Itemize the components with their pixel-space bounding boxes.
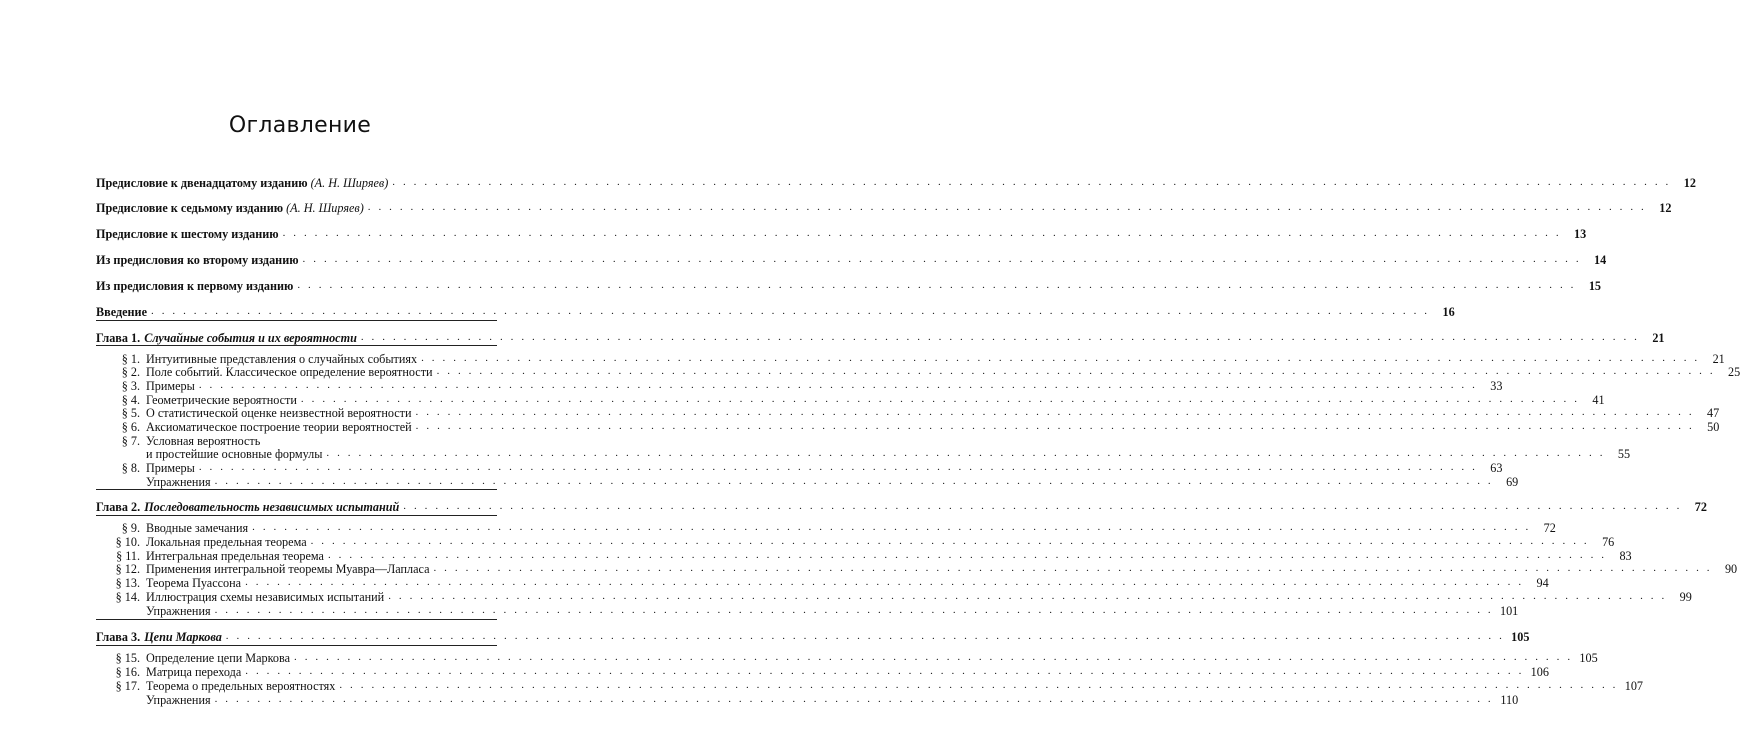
toc-section-number: § 11.: [116, 549, 140, 563]
toc-section-title: Применения интегральной теоремы Муавра—Лапласа: [146, 562, 430, 576]
toc-page-number: 107: [1624, 679, 1644, 693]
toc-leader-dots: . . . . . . . . . . . . . . . . . . . . . . . . . . . . . . . . . . . . . . . . . . . . . . . . . . . . . . . . . . . . . . . . . . . . . . . . . . . . . . . . . . . . . . . . . . . . . . . . . . . . . . . . . . . . . . . . . . . . . . . .: [214, 475, 1494, 487]
toc-entry-title: Введение: [96, 305, 147, 319]
toc-leader-dots: . . . . . . . . . . . . . . . . . . . . . . . . . . . . . . . . . . . . . . . . . . . . . . . . . . . . . . . . . . . . . . . . . . . . . . . . . . . . . . . . . . . . . . . . . . . . . . . . . . . . . . . . . . . . . . . . . . . . . . . .: [415, 406, 1695, 418]
toc-leader-dots: . . . . . . . . . . . . . . . . . . . . . . . . . . . . . . . . . . . . . . . . . . . . . . . . . . . . . . . . . . . . . . . . . . . . . . . . . . . . . . . . . . . . . . . . . . . . . . . . . . . . . . . . . . . . . . . . . . . . . . . .: [310, 535, 1590, 547]
toc-entry-author: (А. Н. Ширяев): [286, 201, 364, 215]
toc-leader-dots: . . . . . . . . . . . . . . . . . . . . . . . . . . . . . . . . . . . . . . . . . . . . . . . . . . . . . . . . . . . . . . . . . . . . . . . . . . . . . . . . . . . . . . . . . . . . . . . . . . . . . . . . . . . . . . . . . . . . . . . .: [245, 576, 1524, 588]
toc-page-number: 105: [1579, 651, 1598, 665]
toc-section-title: Локальная предельная теорема: [146, 535, 307, 549]
toc-leader-dots: . . . . . . . . . . . . . . . . . . . . . . . . . . . . . . . . . . . . . . . . . . . . . . . . . . . . . . . . . . . . . . . . . . . . . . . . . . . . . . . . . . . . . . . . . . . . . . . . . . . . . . . . . . . . . . . . . . . . . . . .: [421, 352, 1700, 364]
toc-section-number: § 3.: [121, 379, 140, 393]
toc-section-title: Теорема о предельных вероятностях: [146, 679, 336, 693]
toc-page-number: 12: [1683, 176, 1696, 190]
toc-chapter-label: Глава 3.: [96, 630, 141, 644]
toc-page-number: 63: [1490, 461, 1503, 475]
toc-leader-dots: . . . . . . . . . . . . . . . . . . . . . . . . . . . . . . . . . . . . . . . . . . . . . . . . . . . . . . . . . . . . . . . . . . . . . . . . . . . . . . . . . . . . . . . . . . . . . . . . . . . . . . . . . . . . . . . . . . . . . . . .: [198, 379, 1478, 391]
toc-section-number: § 8.: [121, 461, 140, 475]
section-divider: [96, 345, 497, 346]
toc-page-number: 101: [1499, 604, 1519, 618]
toc-section-number: § 5.: [121, 406, 140, 420]
toc-leader-dots: . . . . . . . . . . . . . . . . . . . . . . . . . . . . . . . . . . . . . . . . . . . . . . . . . . . . . . . . . . . . . . . . . . . . . . . . . . . . . . . . . . . . . . . . . . . . . . . . . . . . . . . . . . . . . . . . . . . . . . . .: [367, 201, 1647, 213]
page-title: Оглавление: [228, 113, 372, 138]
toc-chapter-label: Глава 2.: [96, 500, 141, 514]
toc-page-number: 83: [1619, 549, 1632, 563]
toc-page-number: 50: [1707, 420, 1720, 434]
toc-section-title: Условная вероятность: [146, 434, 261, 448]
toc-leader-dots: . . . . . . . . . . . . . . . . . . . . . . . . . . . . . . . . . . . . . . . . . . . . . . . . . . . . . . . . . . . . . . . . . . . . . . . . . . . . . . . . . . . . . . . . . . . . . . . . . . . . . . . . . . . . . . . . . . . . . . . .: [198, 461, 1478, 473]
section-divider: [96, 489, 497, 490]
toc-page-number: 41: [1592, 393, 1605, 407]
toc-entry-title: Из предисловия ко второму изданию: [96, 253, 299, 267]
toc-front-entry[interactable]: [96, 277, 1601, 293]
toc-page-number: 21: [1652, 331, 1665, 345]
toc-leader-dots: . . . . . . . . . . . . . . . . . . . . . . . . . . . . . . . . . . . . . . . . . . . . . . . . . . . . . . . . . . . . . . . . . . . . . . . . . . . . . . . . . . . . . . . . . . . . . . . . . . . . . . . . . . . . . . . . . . . . . . . .: [300, 393, 1580, 405]
toc-section-number: § 12.: [115, 562, 140, 576]
toc-chapter-title: Цепи Маркова: [144, 630, 222, 644]
toc-page-number: 55: [1617, 447, 1631, 461]
toc-section-entry[interactable]: [96, 473, 1519, 489]
toc-section-title: Теорема Пуассона: [146, 576, 242, 590]
toc-section-number: § 14.: [115, 590, 140, 604]
toc-section-number: § 2.: [121, 365, 140, 379]
toc-section-number: § 6.: [121, 420, 140, 434]
toc-page-number: 90: [1724, 562, 1738, 576]
toc-section-number: § 9.: [121, 521, 140, 535]
toc-leader-dots: . . . . . . . . . . . . . . . . . . . . . . . . . . . . . . . . . . . . . . . . . . . . . . . . . . . . . . . . . . . . . . . . . . . . . . . . . . . . . . . . . . . . . . . . . . . . . . . . . . . . . . . . . . . . . . . . . . . . . . . .: [252, 521, 1531, 533]
toc-chapter-title: Последовательность независимых испытаний: [144, 500, 400, 514]
toc-section-title: Иллюстрация схемы независимых испытаний: [146, 590, 385, 604]
toc-leader-dots: . . . . . . . . . . . . . . . . . . . . . . . . . . . . . . . . . . . . . . . . . . . . . . . . . . . . . . . . . . . . . . . . . . . . . . . . . . . . . . . . . . . . . . . . . . . . . . . . . . . . . . . . . . . . . . . . . . . . . . . .: [282, 227, 1562, 239]
toc-leader-dots: . . . . . . . . . . . . . . . . . . . . . . . . . . . . . . . . . . . . . . . . . . . . . . . . . . . . . . . . . . . . . . . . . . . . . . . . . . . . . . . . . . . . . . . . . . . . . . . . . . . . . . . . . . . . . . . . . . . . . . . .: [214, 604, 1494, 616]
toc-section-title: Определение цепи Маркова: [146, 651, 291, 665]
toc-page-number: 110: [1500, 693, 1519, 707]
toc-section-number: § 15.: [115, 651, 140, 665]
toc-page-number: 72: [1543, 521, 1556, 535]
toc-section-number: § 13.: [115, 576, 140, 590]
toc-front-entry[interactable]: [96, 225, 1587, 241]
toc-leader-dots: . . . . . . . . . . . . . . . . . . . . . . . . . . . . . . . . . . . . . . . . . . . . . . . . . . . . . . . . . . . . . . . . . . . . . . . . . . . . . . . . . . . . . . . . . . . . . . . . . . . . . . . . . . . . . . . . . . . . . . . .: [326, 447, 1606, 459]
toc-leader-dots: . . . . . . . . . . . . . . . . . . . . . . . . . . . . . . . . . . . . . . . . . . . . . . . . . . . . . . . . . . . . . . . . . . . . . . . . . . . . . . . . . . . . . . . . . . . . . . . . . . . . . . . . . . . . . . . . . . . . . . . .: [415, 420, 1695, 432]
toc-entry-author-wrap: [308, 176, 389, 190]
toc-leader-dots: . . . . . . . . . . . . . . . . . . . . . . . . . . . . . . . . . . . . . . . . . . . . . . . . . . . . . . . . . . . . . . . . . . . . . . . . . . . . . . . . . . . . . . . . . . . . . . . . . . . . . . . . . . . . . . . . . . . . . . . .: [225, 630, 1505, 642]
toc-entry-title: Предисловие к шестому изданию: [96, 227, 279, 241]
toc-page-number: 72: [1694, 500, 1707, 514]
toc-front-entry[interactable]: [96, 251, 1607, 267]
toc-section-title: Упражнения: [146, 693, 211, 707]
toc-page-number: 106: [1530, 665, 1549, 679]
toc-section-title: Интегральная предельная теорема: [146, 549, 324, 563]
toc-chapter-title: Случайные события и их вероятности: [144, 331, 357, 345]
section-divider: [96, 619, 497, 620]
section-divider: [96, 320, 497, 321]
toc-page-number: 13: [1574, 227, 1587, 241]
toc-section-title: Упражнения: [146, 475, 211, 489]
section-divider: [96, 515, 497, 516]
toc-page-number: 76: [1602, 535, 1615, 549]
toc-section-number: § 16.: [115, 665, 140, 679]
toc-page-number: 105: [1511, 630, 1530, 644]
toc-leader-dots: . . . . . . . . . . . . . . . . . . . . . . . . . . . . . . . . . . . . . . . . . . . . . . . . . . . . . . . . . . . . . . . . . . . . . . . . . . . . . . . . . . . . . . . . . . . . . . . . . . . . . . . . . . . . . . . . . . . . . . . .: [297, 279, 1576, 291]
toc-section-number: § 1.: [121, 352, 140, 366]
toc-section-title: Примеры: [146, 379, 195, 393]
toc-section-title: и простейшие основные формулы: [146, 447, 323, 461]
toc-page-number: 99: [1679, 590, 1692, 604]
toc-leader-dots: . . . . . . . . . . . . . . . . . . . . . . . . . . . . . . . . . . . . . . . . . . . . . . . . . . . . . . . . . . . . . . . . . . . . . . . . . . . . . . . . . . . . . . . . . . . . . . . . . . . . . . . . . . . . . . . . . . . . . . . .: [392, 176, 1671, 188]
toc-page-number: 25: [1728, 365, 1740, 379]
toc-page-number: 47: [1706, 406, 1720, 420]
toc-section-title: О статистической оценке неизвестной вероятности: [146, 406, 412, 420]
toc-page-number: 15: [1588, 279, 1601, 293]
toc-entry-title: Предисловие к двенадцатому изданию: [96, 176, 308, 190]
toc-leader-dots: . . . . . . . . . . . . . . . . . . . . . . . . . . . . . . . . . . . . . . . . . . . . . . . . . . . . . . . . . . . . . . . . . . . . . . . . . . . . . . . . . . . . . . . . . . . . . . . . . . . . . . . . . . . . . . . . . . . . . . . .: [214, 693, 1494, 705]
toc-chapter-entry[interactable]: [96, 498, 1707, 514]
toc-front-entry[interactable]: [96, 199, 1672, 215]
toc-leader-dots: . . . . . . . . . . . . . . . . . . . . . . . . . . . . . . . . . . . . . . . . . . . . . . . . . . . . . . . . . . . . . . . . . . . . . . . . . . . . . . . . . . . . . . . . . . . . . . . . . . . . . . . . . . . . . . . . . . . . . . . .: [436, 365, 1716, 377]
section-divider: [96, 645, 497, 646]
toc-front-entry[interactable]: [96, 174, 1696, 190]
toc-section-title: Матрица перехода: [146, 665, 242, 679]
toc-chapter-label: Глава 1.: [96, 331, 141, 345]
toc-leader-dots: . . . . . . . . . . . . . . . . . . . . . . . . . . . . . . . . . . . . . . . . . . . . . . . . . . . . . . . . . . . . . . . . . . . . . . . . . . . . . . . . . . . . . . . . . . . . . . . . . . . . . . . . . . . . . . . . . . . . . . . .: [245, 665, 1524, 677]
toc-page-number: 16: [1442, 305, 1455, 319]
toc-page-number: 14: [1594, 253, 1607, 267]
toc-chapter-entry[interactable]: [96, 628, 1530, 644]
toc-section-number: § 4.: [121, 393, 140, 407]
toc-front-entry[interactable]: [96, 303, 1455, 319]
toc-page-number: 94: [1536, 576, 1549, 590]
toc-section-title: Примеры: [146, 461, 195, 475]
toc-section-number: § 7.: [121, 434, 140, 448]
toc-page-number: 21: [1712, 352, 1725, 366]
toc-leader-dots: . . . . . . . . . . . . . . . . . . . . . . . . . . . . . . . . . . . . . . . . . . . . . . . . . . . . . . . . . . . . . . . . . . . . . . . . . . . . . . . . . . . . . . . . . . . . . . . . . . . . . . . . . . . . . . . . . . . . . . . .: [294, 651, 1573, 663]
toc-section-title: Интуитивные представления о случайных событиях: [146, 352, 418, 366]
toc-leader-dots: . . . . . . . . . . . . . . . . . . . . . . . . . . . . . . . . . . . . . . . . . . . . . . . . . . . . . . . . . . . . . . . . . . . . . . . . . . . . . . . . . . . . . . . . . . . . . . . . . . . . . . . . . . . . . . . . . . . . . . . .: [388, 590, 1667, 602]
toc-entry-author: (А. Н. Ширяев): [310, 176, 389, 190]
toc-page-number: 33: [1490, 379, 1503, 393]
toc-entry-author-wrap: [283, 201, 364, 215]
toc-page-number: 69: [1506, 475, 1519, 489]
toc-entry-title: Предисловие к седьмому изданию: [96, 201, 284, 215]
toc-section-title: Упражнения: [146, 604, 211, 618]
toc-section-entry[interactable]: [96, 691, 1519, 707]
toc-entry-title: Из предисловия к первому изданию: [96, 279, 294, 293]
toc-leader-dots: . . . . . . . . . . . . . . . . . . . . . . . . . . . . . . . . . . . . . . . . . . . . . . . . . . . . . . . . . . . . . . . . . . . . . . . . . . . . . . . . . . . . . . . . . . . . . . . . . . . . . . . . . . . . . . . . . . . . . . . .: [302, 253, 1582, 265]
toc-section-entry[interactable]: [96, 602, 1519, 618]
toc-leader-dots: . . . . . . . . . . . . . . . . . . . . . . . . . . . . . . . . . . . . . . . . . . . . . . . . . . . . . . . . . . . . . . . . . . . . . . . . . . . . . . . . . . . . . . . . . . . . . . . . . . . . . . . . . . . . . . . . . . . . . . . .: [327, 549, 1607, 561]
toc-page-number: 12: [1659, 201, 1672, 215]
toc-leader-dots: . . . . . . . . . . . . . . . . . . . . . . . . . . . . . . . . . . . . . . . . . . . . . . . . . . . . . . . . . . . . . . . . . . . . . . . . . . . . . . . . . . . . . . . . . . . . . . . . . . . . . . . . . . . . . . . . . . . . . . . .: [360, 331, 1640, 343]
toc-leader-dots: . . . . . . . . . . . . . . . . . . . . . . . . . . . . . . . . . . . . . . . . . . . . . . . . . . . . . . . . . . . . . . . . . . . . . . . . . . . . . . . . . . . . . . . . . . . . . . . . . . . . . . . . . . . . . . . . . . . . . . . .: [151, 305, 1430, 317]
toc-chapter-entry[interactable]: [96, 329, 1665, 345]
toc-section-title: Поле событий. Классическое определение вероятности: [146, 365, 433, 379]
toc-section-title: Вводные замечания: [146, 521, 249, 535]
toc-leader-dots: . . . . . . . . . . . . . . . . . . . . . . . . . . . . . . . . . . . . . . . . . . . . . . . . . . . . . . . . . . . . . . . . . . . . . . . . . . . . . . . . . . . . . . . . . . . . . . . . . . . . . . . . . . . . . . . . . . . . . . . .: [339, 679, 1619, 691]
toc-section-title: Аксиоматическое построение теории вероятностей: [146, 420, 412, 434]
toc-leader-dots: . . . . . . . . . . . . . . . . . . . . . . . . . . . . . . . . . . . . . . . . . . . . . . . . . . . . . . . . . . . . . . . . . . . . . . . . . . . . . . . . . . . . . . . . . . . . . . . . . . . . . . . . . . . . . . . . . . . . . . . .: [433, 562, 1713, 574]
toc-section-number: § 10.: [115, 535, 140, 549]
toc-leader-dots: . . . . . . . . . . . . . . . . . . . . . . . . . . . . . . . . . . . . . . . . . . . . . . . . . . . . . . . . . . . . . . . . . . . . . . . . . . . . . . . . . . . . . . . . . . . . . . . . . . . . . . . . . . . . . . . . . . . . . . . .: [403, 500, 1682, 512]
toc-section-title: Геометрические вероятности: [146, 393, 297, 407]
toc-section-number: § 17.: [115, 679, 140, 693]
